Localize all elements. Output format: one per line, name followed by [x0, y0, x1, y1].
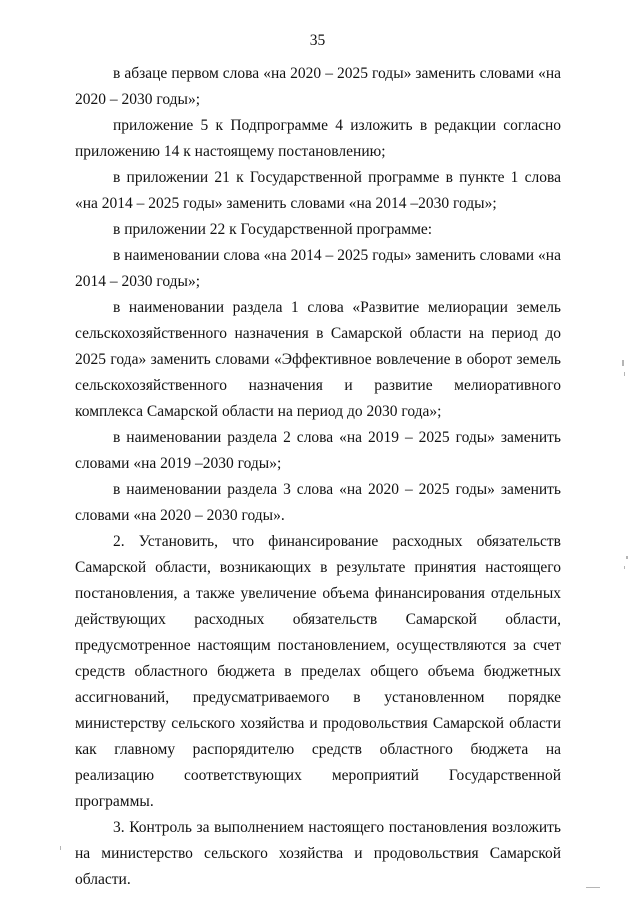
paragraph-5: в наименовании слова «на 2014 – 2025 годы» заменить словами «на 2014 – 2030 годы»; — [75, 247, 561, 290]
paragraph-2: приложение 5 к Подпрограмме 4 изложить в редакции согласно приложению 14 к настоящему постановлению; — [75, 117, 561, 160]
scan-artifact — [60, 846, 61, 850]
document-body — [75, 61, 561, 893]
paragraph-1: в абзаце первом слова «на 2020 – 2025 годы» заменить словами «на 2020 – 2030 годы»; — [75, 65, 561, 108]
paragraph-6: в наименовании раздела 1 слова «Развитие мелиорации земель сельскохозяйственного назначения в Самарской области на период до 2025 года» заменить словами «Эффективное вовлечение в оборот земель сельскохозяйственного назначения и развитие мелиоративного комплекса Самарской области на период до 2030 года»; — [75, 299, 561, 420]
scan-artifact — [586, 887, 600, 888]
paragraph-8: в наименовании раздела 3 слова «на 2020 – 2025 годы» заменить словами «на 2020 – 2030 годы». — [75, 481, 561, 524]
paragraph-9: 2. Установить, что финансирование расходных обязательств Самарской области, возникающих в результате принятия настоящего постановления, а также увеличение объема финансирования отдельных действующих расходных обязательств Самарской области, предусмотренное настоящим постановлением, осуществляются за счет средств областного бюджета в пределах общего объема бюджетных ассигнований, предусматриваемого в установленном порядке министерству сельского хозяйства и продовольствия Самарской области как главному распорядителю средств областного бюджета на реализацию соответствующих мероприятий Государственной программы. — [75, 533, 561, 810]
scan-artifact — [622, 360, 624, 366]
scan-artifact — [626, 556, 628, 559]
scan-artifact — [624, 566, 625, 569]
paragraph-3: в приложении 21 к Государственной программе в пункте 1 слова «на 2014 – 2025 годы» заменить словами «на 2014 –2030 годы»; — [75, 169, 561, 212]
page-number: 35 — [309, 32, 326, 49]
paragraph-10: 3. Контроль за выполнением настоящего постановления возложить на министерство сельского хозяйства и продовольствия Самарской области. — [75, 819, 561, 888]
paragraph-7: в наименовании раздела 2 слова «на 2019 – 2025 годы» заменить словами «на 2019 –2030 годы»; — [75, 429, 561, 472]
paragraph-4: в приложении 22 к Государственной программе: — [113, 221, 433, 238]
scan-artifact — [624, 372, 625, 376]
